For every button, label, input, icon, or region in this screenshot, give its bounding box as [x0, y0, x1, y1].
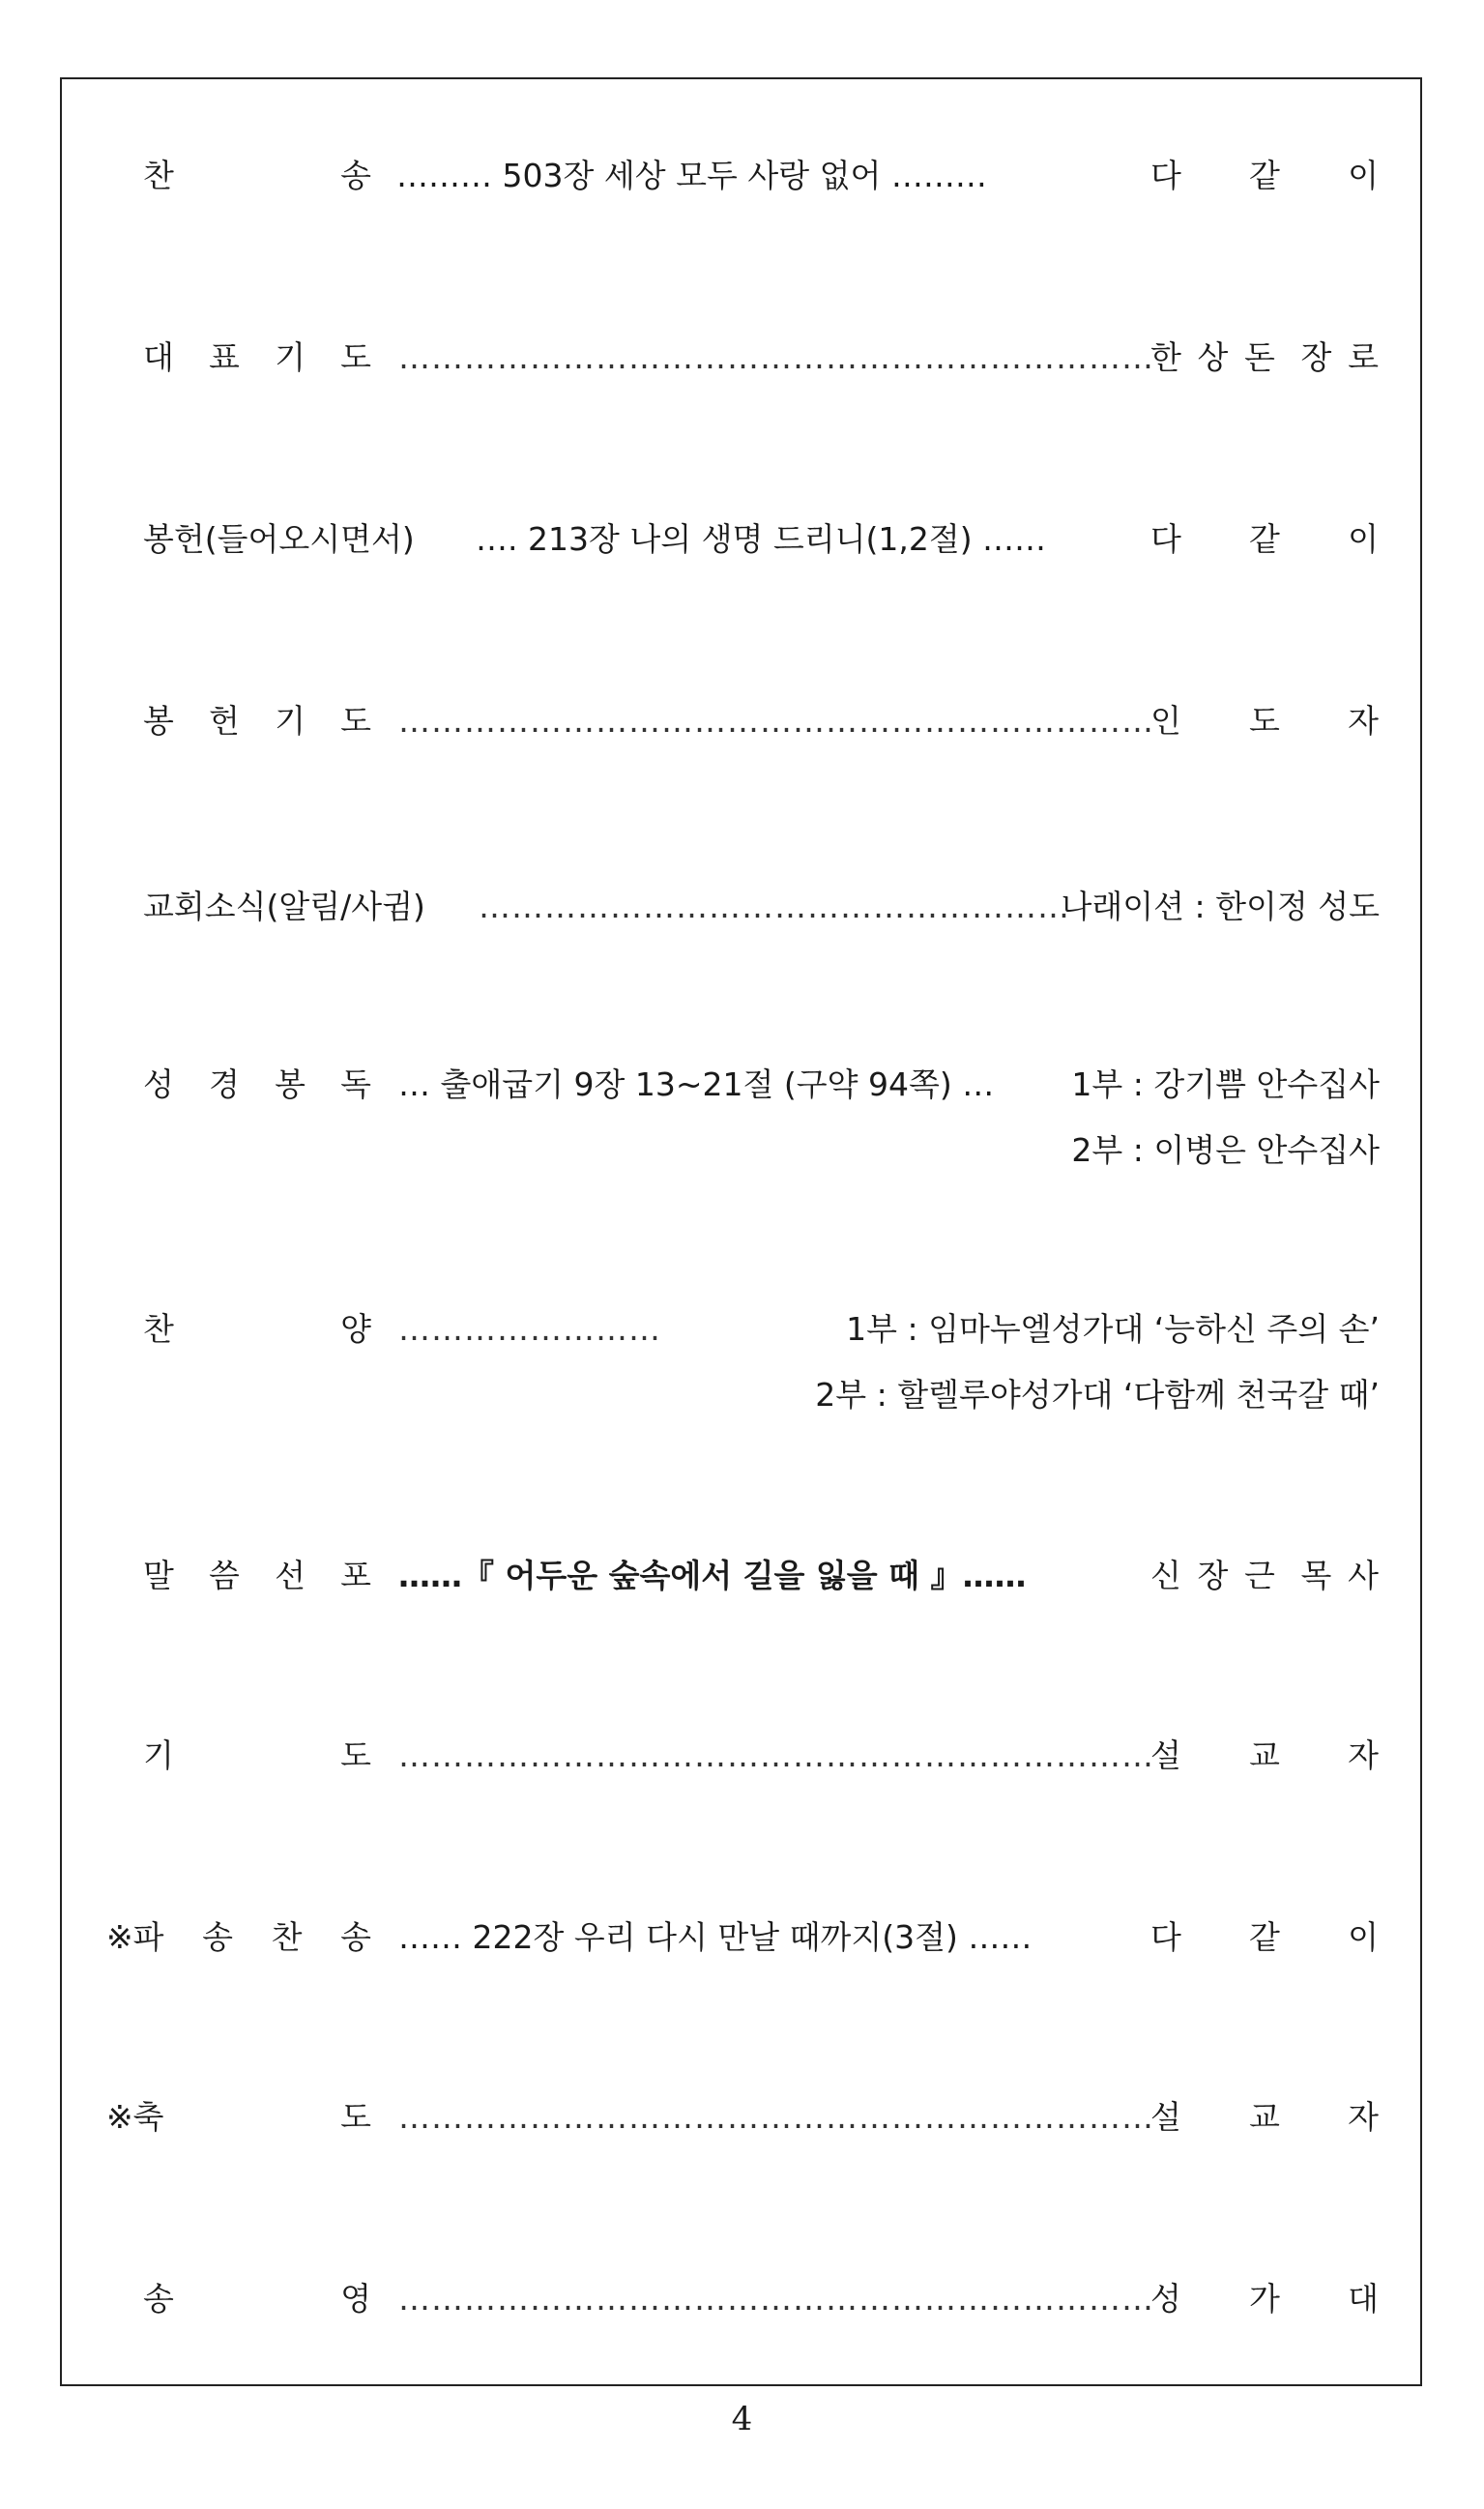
row-leader: 다 같 이 — [1150, 1918, 1379, 1956]
row-label: 찬 송 — [143, 157, 371, 194]
row-leader: 신 장 근 목 사 — [1150, 1557, 1379, 1594]
row-detail: …. 213장 나의 생명 드리니(1,2절) …… — [476, 520, 1047, 558]
row-label: ※파 송 찬 송 — [106, 1918, 371, 1956]
row-leader: 1부 : 강기쁨 안수집사 — [1071, 1065, 1380, 1103]
program-row-doxology — [0, 2270, 1484, 2328]
row-leader: 한 상 돈 장 로 — [1150, 338, 1379, 376]
sermon-title: ……『 어두운 숲속에서 길을 잃을 때 』…… — [398, 1557, 1027, 1594]
row-leader-second-service: 2부 : 할렐루야성가대 ‘다함께 천국갈 때’ — [815, 1376, 1380, 1414]
page-number: 4 — [731, 2400, 753, 2438]
row-leader-dots: …………………………………………………………… — [398, 338, 1154, 376]
program-row-sermon — [0, 1547, 1484, 1605]
program-row-choir-anthem — [0, 1300, 1484, 1358]
row-detail: ……… 503장 세상 모두 사랑 없어 ……… — [396, 157, 987, 194]
row-leader: 다 같 이 — [1150, 157, 1379, 194]
program-row-offering-prayer — [0, 692, 1484, 750]
row-leader: 인 도 자 — [1150, 702, 1379, 740]
row-label: 기 도 — [143, 1736, 371, 1774]
row-leader-dots: …………………………………………………………… — [398, 2098, 1154, 2136]
row-leader: 나래이션 : 한이정 성도 — [1061, 888, 1380, 925]
program-row-scripture-reading — [0, 1056, 1484, 1114]
row-leader: 1부 : 임마누엘성가대 ‘능하신 주의 손’ — [846, 1310, 1380, 1348]
program-row-offering — [0, 511, 1484, 569]
row-label: 찬 양 — [143, 1310, 371, 1348]
program-row-sending-hymn — [0, 1909, 1484, 1967]
row-leader-dots: ……………………………………………… — [479, 888, 1070, 925]
row-label: 교회소식(알림/사귐) — [143, 888, 425, 925]
row-label: 대 표 기 도 — [143, 338, 371, 376]
row-label: 성 경 봉 독 — [143, 1065, 371, 1103]
row-leader: 성 가 대 — [1150, 2280, 1379, 2318]
row-label: 봉헌(들어오시면서) — [143, 520, 415, 558]
row-leader: 설 교 자 — [1150, 2098, 1379, 2136]
row-leader-dots: …………………………………………………………… — [398, 2280, 1154, 2318]
row-leader-dots: …………………………………………………………… — [398, 702, 1154, 740]
program-row-church-news — [0, 878, 1484, 936]
row-label: ※축 도 — [106, 2098, 371, 2136]
row-label: 말 씀 선 포 — [143, 1557, 371, 1594]
row-label: 봉 헌 기 도 — [143, 702, 371, 740]
program-frame — [60, 77, 1422, 2386]
program-row-hymn — [0, 147, 1484, 205]
program-row-benediction — [0, 2088, 1484, 2146]
row-leader: 설 교 자 — [1150, 1736, 1379, 1774]
row-leader-dots: …………………… — [398, 1310, 661, 1348]
program-row-prayer — [0, 1727, 1484, 1785]
row-detail: …… 222장 우리 다시 만날 때까지(3절) …… — [398, 1918, 1033, 1956]
program-row-representative-prayer — [0, 329, 1484, 387]
row-leader-second-service: 2부 : 이병은 안수집사 — [1071, 1131, 1380, 1169]
row-leader: 다 같 이 — [1150, 520, 1379, 558]
row-label: 송 영 — [143, 2280, 371, 2318]
row-leader-dots: …………………………………………………………… — [398, 1736, 1154, 1774]
row-detail: … 출애굽기 9장 13~21절 (구약 94쪽) … — [398, 1065, 995, 1103]
